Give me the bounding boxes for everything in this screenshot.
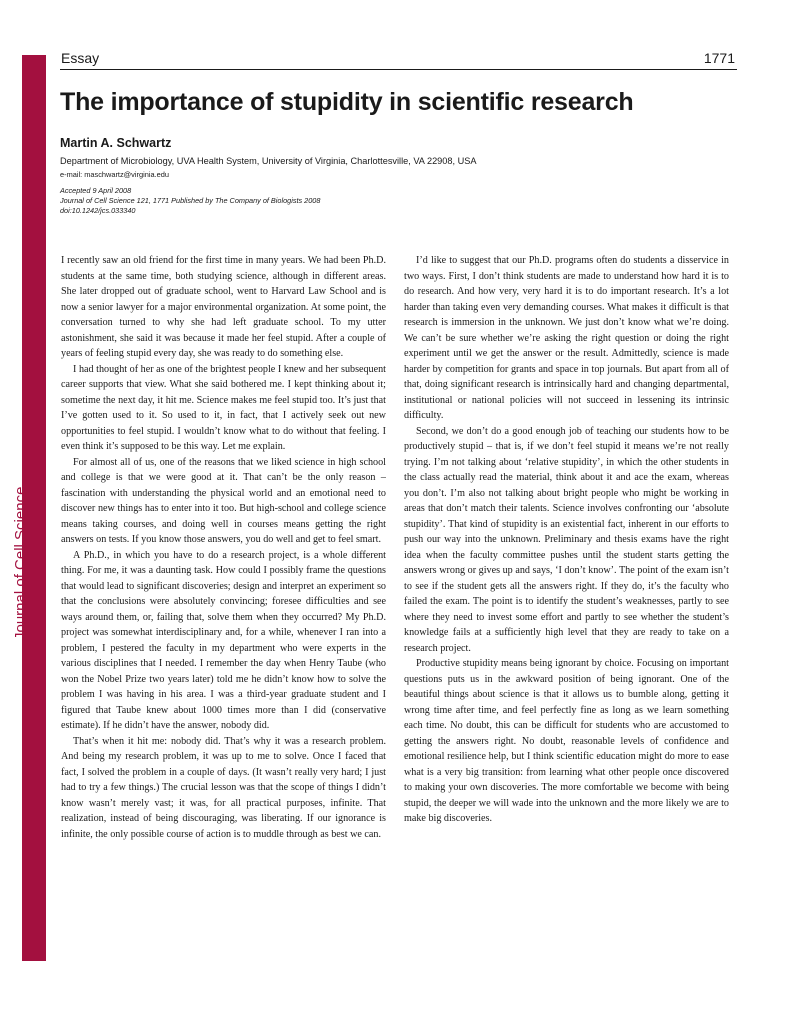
paragraph: For almost all of us, one of the reasons that we liked science in high school and college is that we were good at it. That can’t be the only reason – fascination with understanding the physical world and an emotional need to discover new things has to enter into it too. But high-school and college science means taking courses, and doing well in courses means getting the right answers on tests. If you know those answers, you do well and get to feel smart. (61, 456, 386, 545)
paragraph: A Ph.D., in which you have to do a research project, is a whole different thing. For me, it was a daunting task. How could I possibly frame the questions that would lead to significant discoveries; design and interpret an experiment so that the conclusions were absolutely convincing; foresee difficulties and see ways around them, or, failing that, solve them when they occurred? My Ph.D. project was somewhat interdisciplinary and, for a while, whenever I ran into a problem, I pestered the faculty in my department who were experts in the various disciplines that I needed. I remember the day when Henry Taube (who won the Nobel Prize two years later) told me he didn’t know how to solve the problem I was having in his area. I was a third-year graduate student and I figured that Taube knew about 1000 times more than I did (conservative estimate). If he didn’t have the answer, nobody did. (61, 549, 386, 731)
paragraph: I had thought of her as one of the brightest people I knew and her subsequent career supports that view. What she said bothered me. I kept thinking about it; sometime the next day, it hit me. Science makes me feel stupid too. It’s just that I’ve gotten used to it. So used to it, in fact, that I actively seek out new opportunities to feel stupid. I wouldn’t know what to do without that feeling. I even think it’s supposed to be this way. Let me explain. (61, 363, 386, 452)
accepted-date: Accepted 9 April 2008 (60, 186, 132, 195)
body-column-left (61, 253, 386, 842)
paragraph: Second, we don’t do a good enough job of teaching our students how to be productively stupid – that is, if we don’t feel stupid it means we’re not really trying. I’m not talking about ‘relative stupidity’, in which the other students in the class actually read the material, think about it and ace the exam, whereas you don’t. I’m also not talking about bright people who might be working in areas that don’t match their talents. Science involves confronting our ‘absolute stupidity’. That kind of stupidity is an existential fact, inherent in our efforts to push our way into the unknown. Preliminary and thesis exams have the right idea when the faculty committee pushes until the student starts getting the answers wrong or gives up and says, ‘I don’t know’. The point of the exam isn’t to see if the student gets all the answers right. If they do, it’s the faculty who failed the exam. The point is to identify the student’s weaknesses, partly to see where they need to invest some effort and partly to see whether the student’s knowledge fails at a sufficiently high level that they are ready to take on a research project. (404, 425, 729, 654)
citation: Journal of Cell Science 121, 1771 Published by The Company of Biologists 2008 (60, 196, 321, 206)
paragraph: I recently saw an old friend for the first time in many years. We had been Ph.D. students at the same time, both studying science, although in different areas. She later dropped out of graduate school, went to Harvard Law School and is now a senior lawyer for a major environmental organization. At some point, the conversation turned to why she had left graduate school. To my utter astonishment, she said it was because it made her feel stupid. After a couple of years of feeling stupid every day, she was ready to do something else. (61, 255, 386, 359)
paragraph: That’s when it hit me: nobody did. That’s why it was a research problem. And being my research problem, it was up to me to solve. Once I faced that fact, I solved the problem in a couple of days. (It wasn’t really very hard; I just had to try a few things.) The crucial lesson was that the scope of things I didn’t know wasn’t merely vast; it was, for all practical purposes, infinite. That realization, instead of being discouraging, was liberating. If our ignorance is infinite, the only possible course of action is to muddle through as best we can. (61, 735, 386, 840)
header-rule (60, 69, 737, 70)
author-affiliation: Department of Microbiology, UVA Health System, University of Virginia, Charlottesville, VA 22908, USA (60, 156, 477, 166)
page-number: 1771 (703, 50, 735, 66)
publication-meta (60, 186, 320, 217)
doi: doi:10.1242/jcs.033340 (60, 206, 136, 216)
section-label: Essay (61, 50, 100, 66)
author-email: e-mail: maschwartz@virginia.edu (60, 170, 169, 179)
body-column-right (404, 253, 729, 827)
paragraph: I’d like to suggest that our Ph.D. programs often do students a disservice in two ways. First, I don’t think students are made to understand how hard it is to do research. And how very, very hard it is to do important research. It’s a lot harder than taking even very demanding courses. What makes it difficult is that research is immersion in the unknown. We just don’t know what we’re doing. We can’t be sure whether we’re asking the right question or doing the right experiment until we get the answer or the result. Admittedly, science is made harder by competition for grants and space in top journals. But apart from all of that, doing significant research is intrinsically hard and changing departmental, institutional or national policies will not succeed in lessening its intrinsic difficulty. (404, 255, 729, 421)
article-title: The importance of stupidity in scientific research (60, 88, 634, 116)
journal-name: Journal of Cell Science (12, 486, 29, 640)
paragraph: Productive stupidity means being ignorant by choice. Focusing on important questions puts us in the awkward position of being ignorant. One of the beautiful things about science is that it allows us to bumble along, getting it wrong time after time, and feel perfectly fine as long as we learn something each time. No doubt, this can be difficult for students who are accustomed to getting the answers right. No doubt, reasonable levels of confidence and emotional resilience help, but I think scientific education might do more to ease what is a very big transition: from learning what other people once discovered to making your own discoveries. The more comfortable we become with being stupid, the deeper we will wade into the unknown and the more likely we are to make big discoveries. (404, 658, 729, 824)
author-name: Martin A. Schwartz (60, 136, 172, 150)
